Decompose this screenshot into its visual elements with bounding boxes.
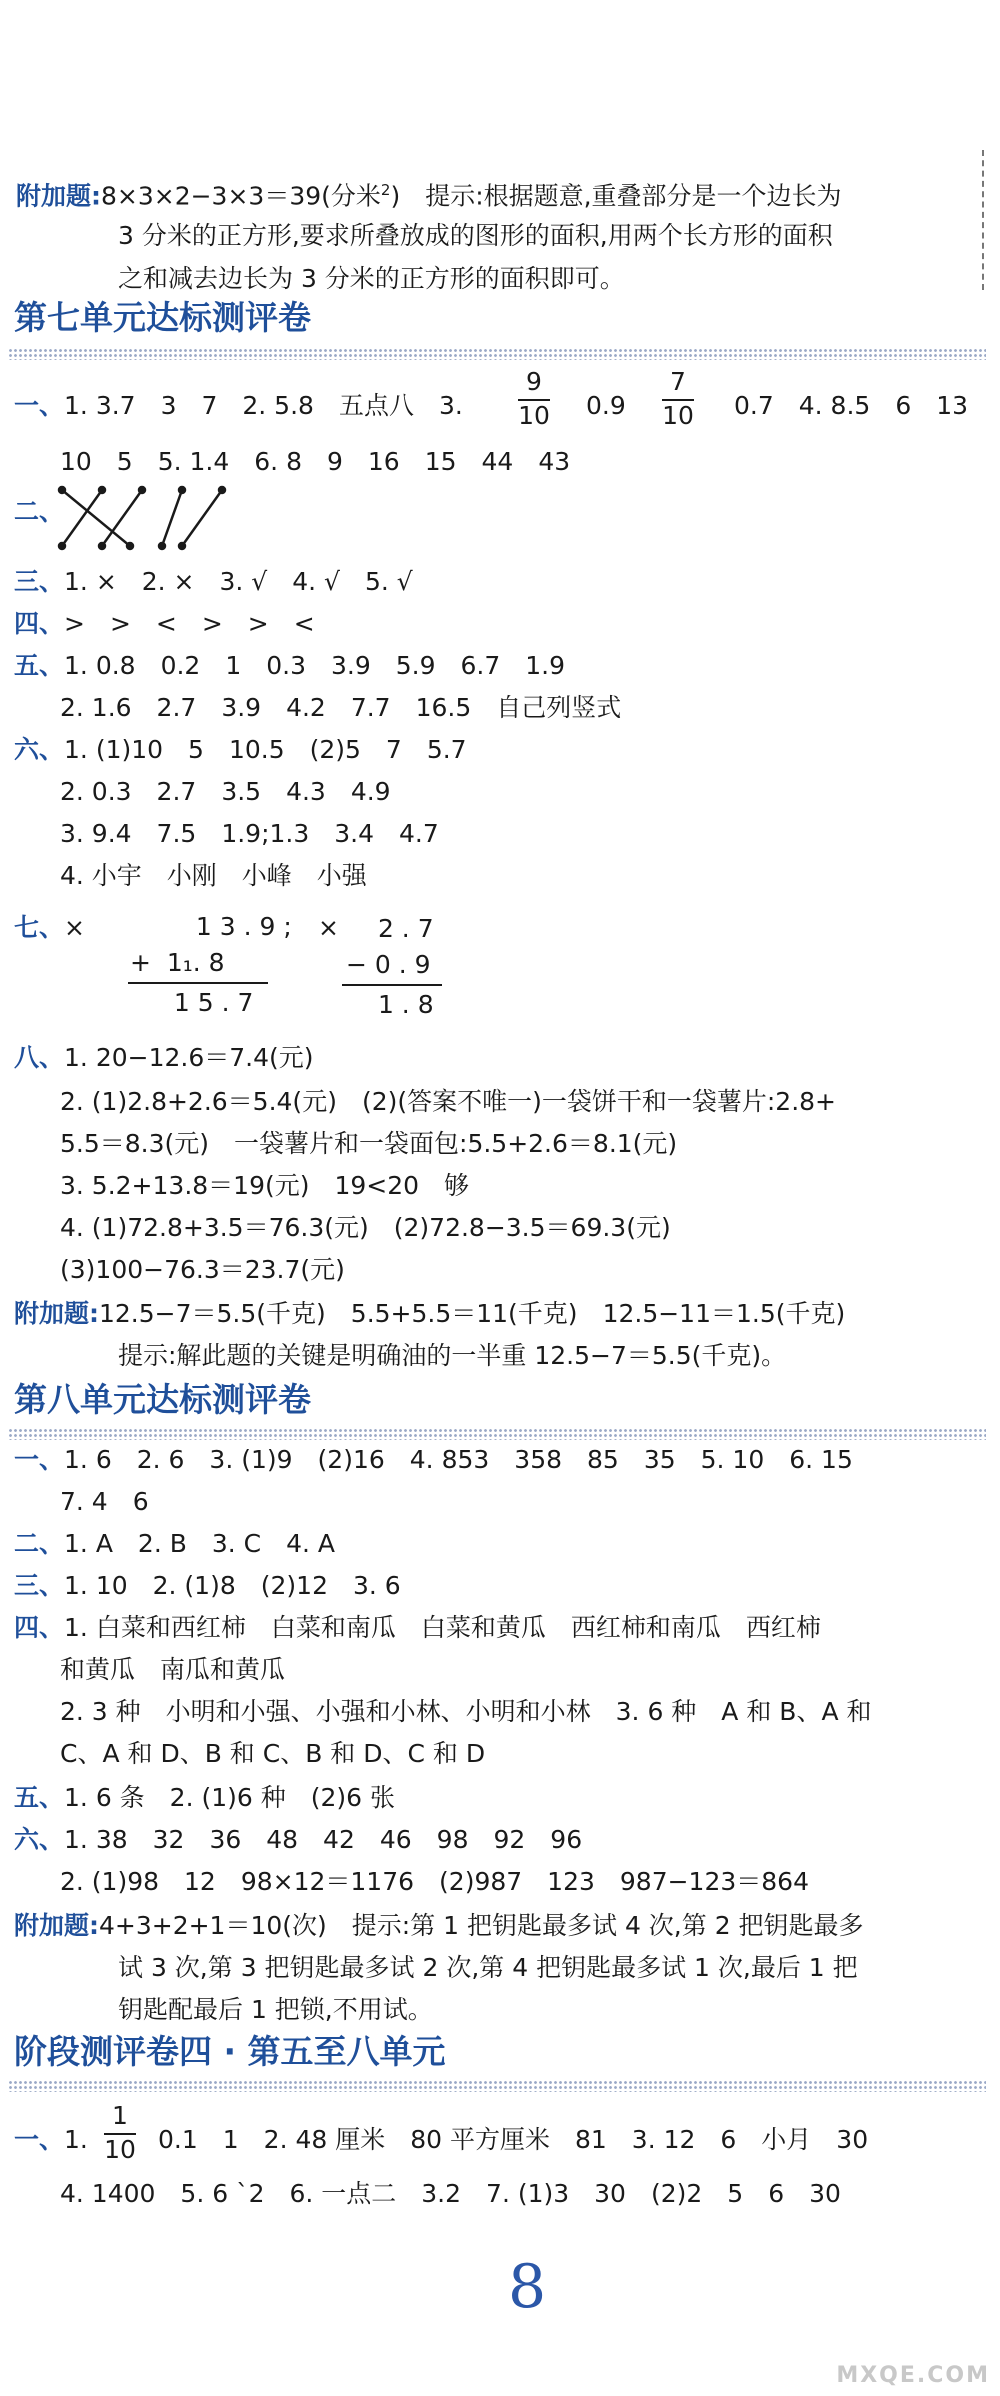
unit7-title: 第七单元达标测评卷 [14,298,311,337]
u8-q6-line1 [14,1824,582,1856]
answer-text: 12.5−7＝5.5(千克) 5.5+5.5＝11(千克) 12.5−11＝1.5(千克) [99,1299,846,1328]
numerator: 7 [670,367,686,396]
hint-text: 提示:解此题的关键是明确油的一半重 12.5−7＝5.5(千克)。 [118,1341,787,1370]
vertical-subtraction-row3: 1 . 8 [370,990,434,1019]
answer-text: 和黄瓜 南瓜和黄瓜 [60,1655,286,1684]
u8-extra-line [14,1910,864,1942]
answer-text: 0.1 1 2. 48 厘米 80 平方厘米 81 3. 12 6 小月 30 [158,2125,869,2154]
answer-text: 1. 20−12.6＝7.4(元) [64,1043,314,1072]
answer-text: 4+3+2+1＝10(次) 提示:第 1 把钥匙最多试 4 次,第 2 把钥匙最多 [99,1911,864,1940]
denominator: 10 [104,2135,136,2164]
answer-text: 10 5 5. 1.4 6. 8 9 16 15 44 43 [60,447,571,476]
vertical-addition-row2: + 1₁. 8 [130,948,225,977]
dotted-rule [8,2080,986,2092]
extra-label: 附加题: [14,1299,99,1328]
answer-text: 1. × 2. × 3. √ 4. √ 5. √ [64,567,413,596]
answer-text: 2. (1)98 12 98×12＝1176 (2)987 123 987−123＝864 [60,1867,809,1896]
extra-question-line [16,174,842,212]
answer-text: 4. 1400 5. 6 ˋ2 6. 一点二 3.2 7. (1)3 30 (2)2 5 6 30 [60,2179,841,2208]
q4-mark: 四、 [14,1613,65,1642]
answer-text: 3. 9.4 7.5 1.9;1.3 3.4 4.7 [60,819,439,848]
answer-text: 7. 4 6 [60,1487,149,1516]
wrong-mark: × [318,913,339,942]
q7-mark: 七、 [14,913,65,942]
unit8-title: 第八单元达标测评卷 [14,1380,311,1419]
hint-text: 钥匙配最后 1 把锁,不用试。 [118,1995,433,2024]
answer-text: 4. (1)72.8+3.5＝76.3(元) (2)72.8−3.5＝69.3(元) [60,1213,671,1242]
q1-mark: 一、 [14,391,65,420]
q4-mark: 四、 [14,609,65,638]
u8-q5-line [14,1782,395,1814]
u7-extra-line [14,1298,845,1330]
q1-mark: 一、 [14,1445,65,1474]
answer-text: 0.9 [586,391,626,420]
hint-text: 试 3 次,第 3 把钥匙最多试 2 次,第 4 把钥匙最多试 1 次,最后 1 把 [118,1953,858,1982]
q5-mark: 五、 [14,651,65,680]
text-line: 3 分米的正方形,要求所叠放成的图形的面积,用两个长方形的面积 [118,221,833,250]
q3-mark: 三、 [14,1571,65,1600]
answer-text: 1. 3.7 3 7 2. 5.8 五点八 3. [64,391,463,420]
q2-mark: 二、 [14,1529,65,1558]
vertical-subtraction-row2: − 0 . 9 [346,950,431,979]
q2-mark: 二、 [14,497,65,526]
watermark-logo: MXQE.COM [836,2363,990,2388]
answer-text: 1. 10 2. (1)8 (2)12 3. 6 [64,1571,401,1600]
u8-q3-line [14,1570,401,1602]
answer-text: (3)100−76.3＝23.7(元) [60,1255,345,1284]
page-number: 8 [508,2252,547,2322]
denominator: 10 [662,401,694,430]
answer-text: 1. 白菜和西红柿 白菜和南瓜 白菜和黄瓜 西红柿和南瓜 西红柿 [64,1613,821,1642]
answer-text: 5.5＝8.3(元) 一袋薯片和一袋面包:5.5+2.6＝8.1(元) [60,1129,678,1158]
extra-hint: ) 提示:根据题意,重叠部分是一个边长为 [390,181,842,211]
q5-mark: 五、 [14,1783,65,1812]
answer-text: 1. (1)10 5 10.5 (2)5 7 5.7 [64,735,467,764]
answer-text: 2. (1)2.8+2.6＝5.4(元) (2)(答案不唯一)一袋饼干和一袋薯片:2.8+ [60,1087,836,1116]
q6-mark: 六、 [14,1825,65,1854]
extra-label: 附加题: [16,181,101,211]
q1-mark: 一、 [14,2125,65,2154]
u8-q4-line1 [14,1612,821,1644]
answer-text: 2. 1.6 2.7 3.9 4.2 7.7 16.5 自己列竖式 [60,693,622,722]
u7-q1-line [14,390,463,422]
wrong-mark: × [64,913,85,942]
numerator: 9 [526,367,542,396]
u7-q4-line [14,608,315,640]
extra-formula: 8×3×2−3×3＝39(分米 [101,181,381,211]
answer-text: 1. 0.8 0.2 1 0.3 3.9 5.9 6.7 1.9 [64,651,566,680]
text-line: 之和减去边长为 3 分米的正方形的面积即可。 [118,264,625,293]
u7-q3-line [14,566,413,598]
answer-text: 4. 小宇 小刚 小峰 小强 [60,861,367,890]
section-bracket [972,150,984,290]
superscript: 2 [380,181,391,199]
answer-text: 0.7 4. 8.5 6 13 [734,391,969,420]
u8-q1-line1 [14,1444,853,1476]
sum-line [128,982,268,984]
answer-text: 1. [64,2125,88,2154]
answer-text: 1. 38 32 36 48 42 46 98 92 96 [64,1825,583,1854]
answer-text: > > < > > < [64,609,315,638]
q8-mark: 八、 [14,1043,65,1072]
answer-text: 1. 6 条 2. (1)6 种 (2)6 张 [64,1783,395,1812]
u7-q8-line1 [14,1042,314,1074]
vertical-subtraction-row1: 2 . 7 [370,914,434,943]
answer-text: 3. 5.2+13.8＝19(元) 19<20 够 [60,1171,470,1200]
numerator: 1 [112,2101,128,2130]
answer-text: 2. 3 种 小明和小强、小强和小林、小明和小林 3. 6 种 A 和 B、A 和 [60,1697,872,1726]
extra-label: 附加题: [14,1911,99,1940]
answer-text: 1. 6 2. 6 3. (1)9 (2)16 4. 853 358 85 35 5. 10 6. 15 [64,1445,853,1474]
q3-mark: 三、 [14,567,65,596]
dotted-rule [8,1428,986,1440]
q6-mark: 六、 [14,735,65,764]
vertical-addition-row3: 1 5 . 7 [158,988,254,1017]
matching-lines-diagram [52,484,242,554]
u7-q7-line [14,912,85,944]
difference-line [342,984,442,986]
answer-text: 1. A 2. B 3. C 4. A [64,1529,336,1558]
answer-text: C、A 和 D、B 和 C、B 和 D、C 和 D [60,1739,486,1768]
vertical-addition-row1: 1 3 . 9 ; [180,912,292,941]
stage-q1-line1 [14,2124,88,2156]
u7-q6-line1 [14,734,467,766]
answer-text: 2. 0.3 2.7 3.5 4.3 4.9 [60,777,391,806]
u8-q2-line [14,1528,335,1560]
stage-test-title: 阶段测评卷四 · 第五至八单元 [14,2032,446,2071]
dotted-rule [8,348,986,360]
u7-q5-line1 [14,650,565,682]
denominator: 10 [518,401,550,430]
